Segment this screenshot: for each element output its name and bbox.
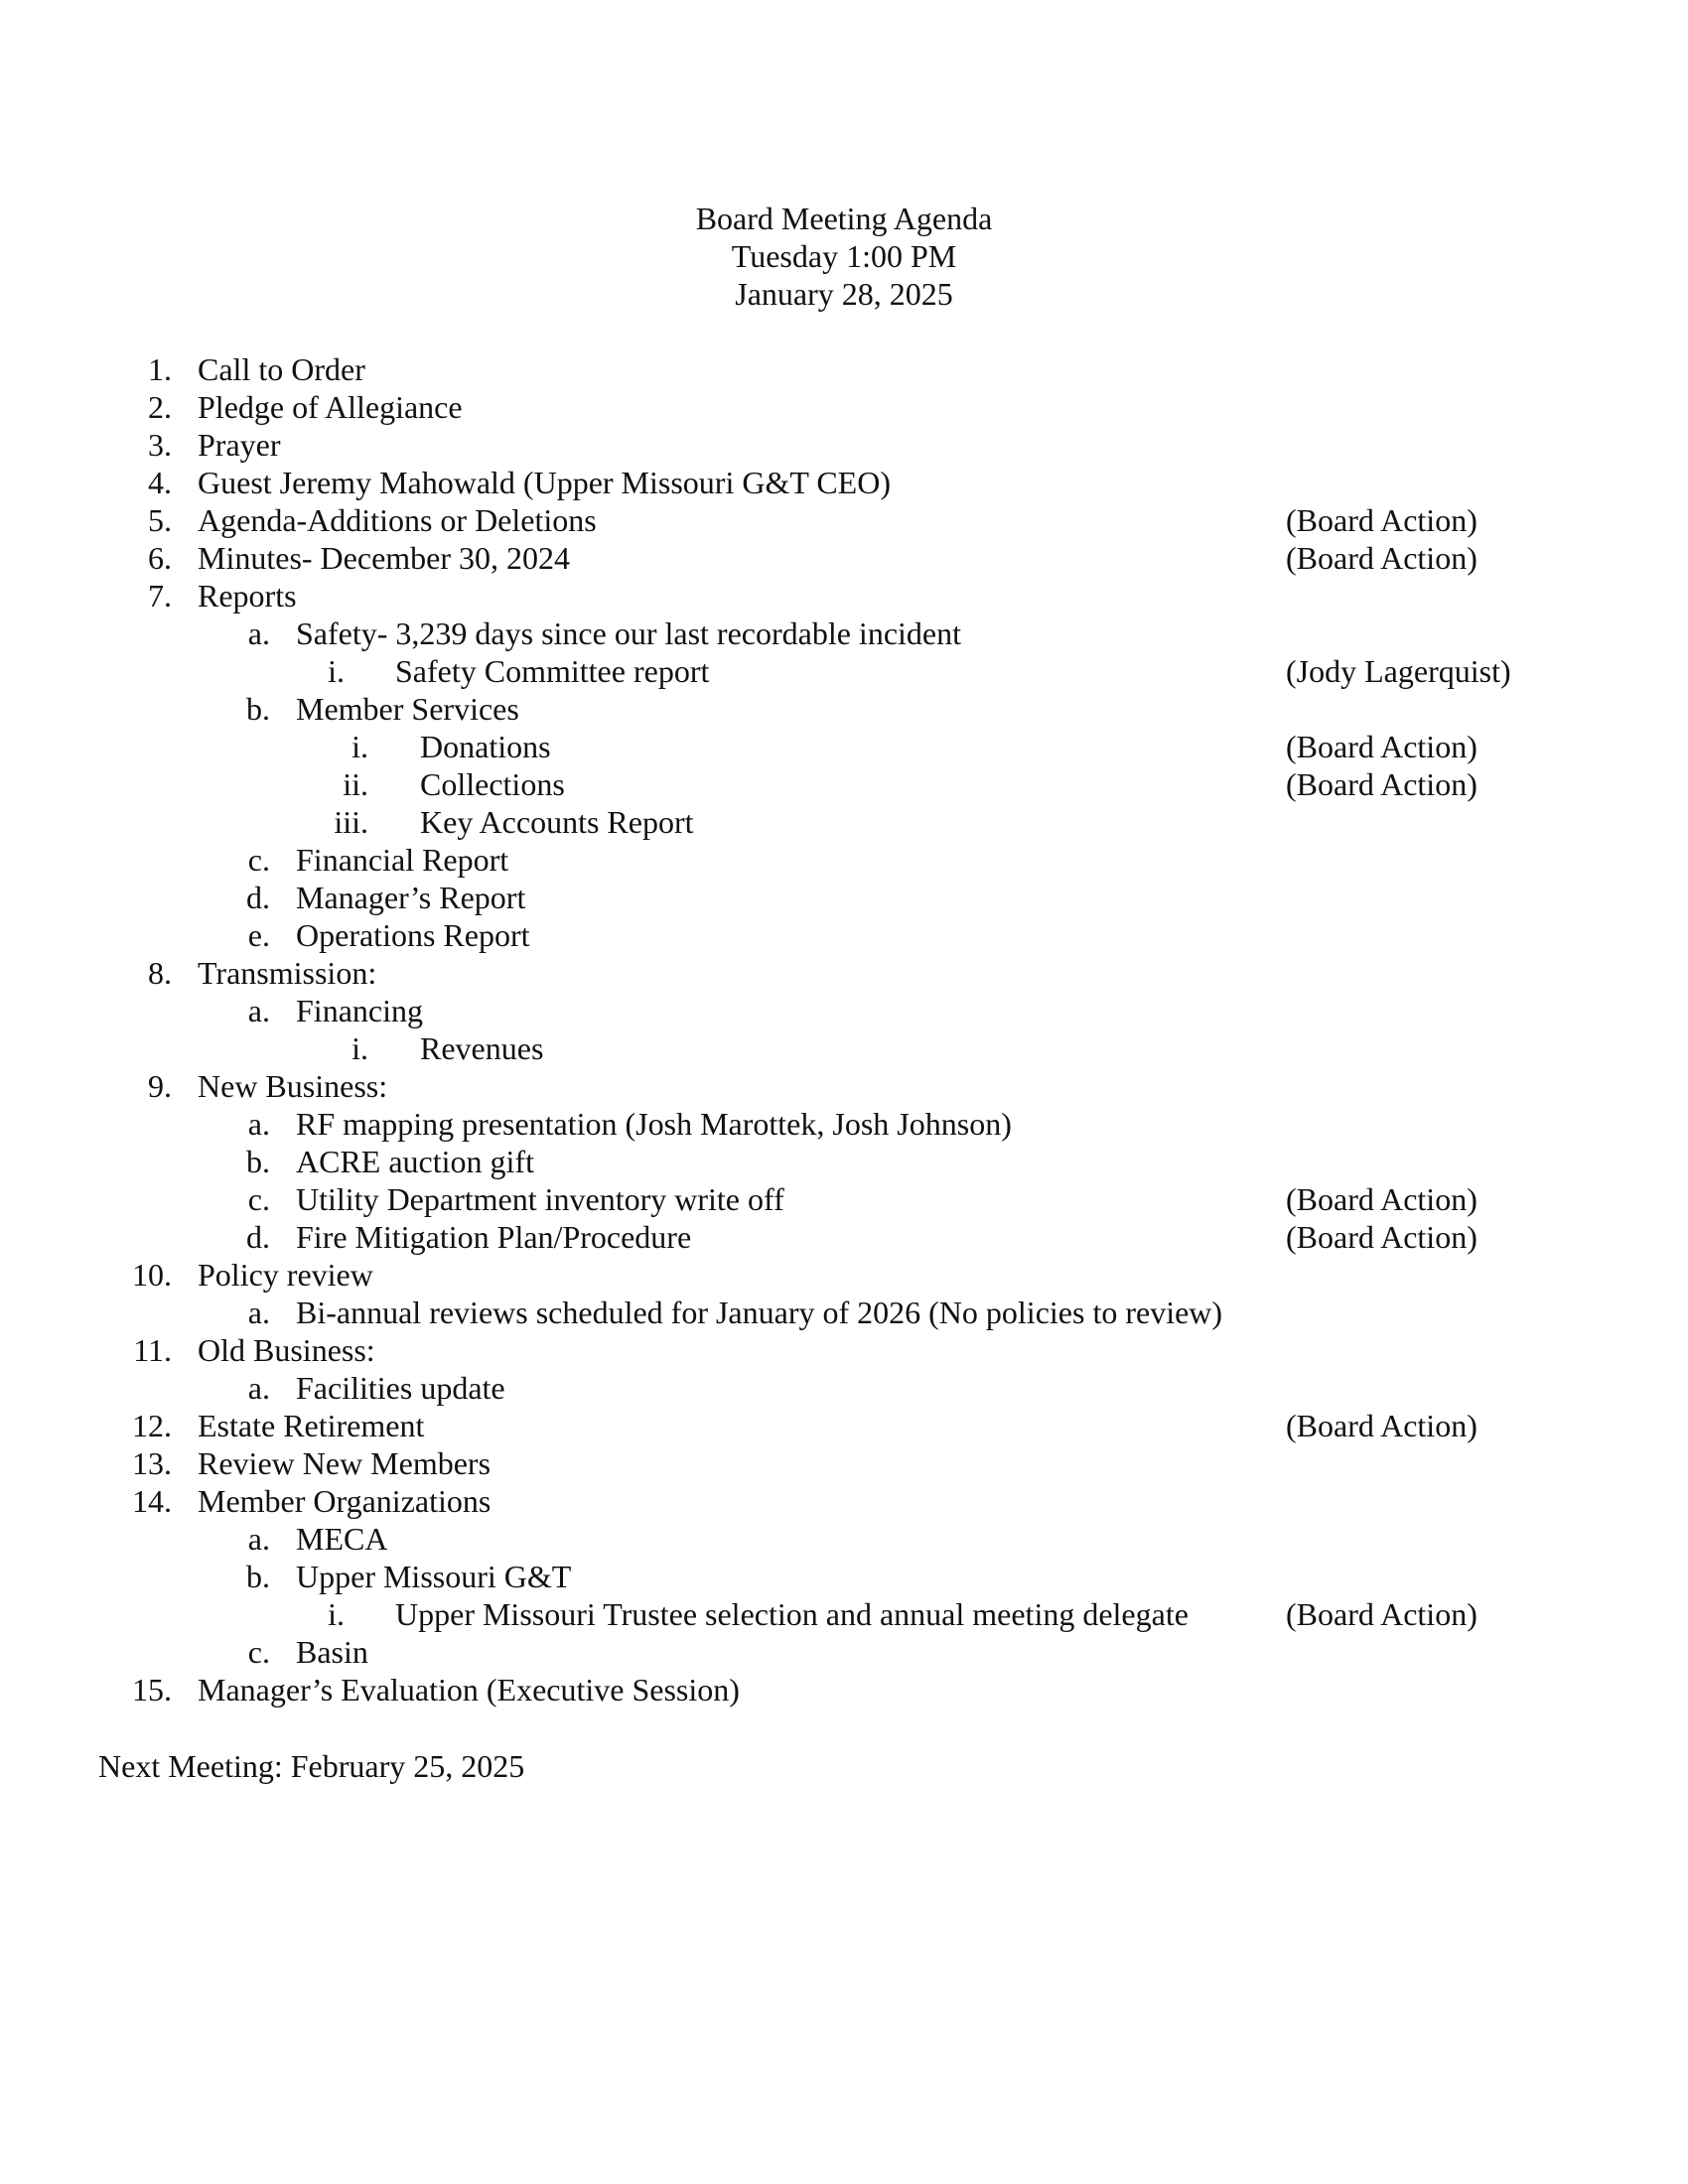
agenda-item-policy-review: Policy review [198, 1257, 373, 1293]
agenda-subitem-acre-gift: ACRE auction gift [296, 1144, 534, 1179]
agenda-subitem-managers-report: Manager’s Report [296, 880, 526, 915]
agenda-subitem-inventory-write-off: Utility Department inventory write off [296, 1181, 784, 1217]
agenda-subitem-meca: MECA [296, 1521, 388, 1557]
agenda-subitem-rf-mapping: RF mapping presentation (Josh Marottek, Josh Johnson) [296, 1106, 1012, 1142]
agenda-item-minutes: Minutes- December 30, 2024 [198, 540, 571, 576]
item-number: 4. [148, 465, 172, 500]
board-action-note: (Board Action) [1286, 1219, 1477, 1255]
agenda-subsubitem-trustee-selection: Upper Missouri Trustee selection and annual meeting delegate [395, 1596, 1189, 1632]
agenda-item-estate-retirement: Estate Retirement [198, 1408, 425, 1443]
agenda-subitem-member-services: Member Services [296, 691, 519, 727]
board-action-note: (Board Action) [1286, 502, 1477, 538]
agenda-subsubitem-key-accounts: Key Accounts Report [420, 804, 694, 840]
subitem-letter: c. [247, 1634, 270, 1670]
item-number: 14. [132, 1483, 172, 1519]
subitem-letter: a. [247, 1370, 270, 1406]
next-meeting: Next Meeting: February 25, 2025 [98, 1748, 525, 1784]
subitem-letter: e. [247, 917, 270, 953]
agenda-subitem-basin: Basin [296, 1634, 368, 1670]
agenda-item-transmission: Transmission: [198, 955, 377, 991]
agenda-item-managers-evaluation: Manager’s Evaluation (Executive Session) [198, 1672, 740, 1707]
subsubitem-numeral: i. [352, 1030, 368, 1066]
agenda-item-review-new-members: Review New Members [198, 1445, 492, 1481]
agenda-subitem-operations-report: Operations Report [296, 917, 530, 953]
agenda-item-old-business: Old Business: [198, 1332, 375, 1368]
subitem-letter: a. [247, 615, 270, 651]
meeting-date: January 28, 2025 [735, 276, 953, 312]
item-number: 10. [132, 1257, 172, 1293]
item-number: 5. [148, 502, 172, 538]
board-action-note: (Board Action) [1286, 729, 1477, 764]
agenda-subsubitem-safety-committee: Safety Committee report [395, 653, 710, 689]
item-number: 3. [148, 427, 172, 463]
agenda-subsubitem-revenues: Revenues [420, 1030, 544, 1066]
item-number: 6. [148, 540, 172, 576]
agenda-item-prayer: Prayer [198, 427, 281, 463]
item-number: 15. [132, 1672, 172, 1707]
agenda-item-reports: Reports [198, 578, 297, 614]
item-number: 12. [132, 1408, 172, 1443]
agenda-item-additions: Agenda-Additions or Deletions [198, 502, 597, 538]
board-action-note: (Board Action) [1286, 1181, 1477, 1217]
agenda-item-pledge: Pledge of Allegiance [198, 389, 463, 425]
agenda-subitem-upper-missouri: Upper Missouri G&T [296, 1559, 572, 1594]
item-number: 1. [148, 351, 172, 387]
subsubitem-numeral: i. [328, 653, 345, 689]
subitem-letter: a. [247, 1295, 270, 1330]
item-number: 2. [148, 389, 172, 425]
agenda-item-member-organizations: Member Organizations [198, 1483, 492, 1519]
subitem-letter: b. [246, 1559, 270, 1594]
subitem-letter: c. [247, 1181, 270, 1217]
item-number: 7. [148, 578, 172, 614]
agenda-item-call-to-order: Call to Order [198, 351, 365, 387]
agenda-subitem-financing: Financing [296, 993, 423, 1028]
board-action-note: (Board Action) [1286, 766, 1477, 802]
item-number: 8. [148, 955, 172, 991]
subitem-letter: b. [246, 1144, 270, 1179]
agenda-subitem-financial-report: Financial Report [296, 842, 509, 878]
subitem-letter: a. [247, 993, 270, 1028]
agenda-subitem-facilities-update: Facilities update [296, 1370, 505, 1406]
agenda-item-new-business: New Business: [198, 1068, 388, 1104]
subsubitem-numeral: ii. [343, 766, 368, 802]
agenda-subitem-fire-mitigation: Fire Mitigation Plan/Procedure [296, 1219, 692, 1255]
subitem-letter: b. [246, 691, 270, 727]
item-number: 13. [132, 1445, 172, 1481]
subitem-letter: a. [247, 1521, 270, 1557]
board-action-note: (Board Action) [1286, 540, 1477, 576]
agenda-title: Board Meeting Agenda [695, 201, 993, 236]
subsubitem-numeral: i. [328, 1596, 345, 1632]
subsubitem-numeral: i. [352, 729, 368, 764]
subsubitem-numeral: iii. [334, 804, 368, 840]
subitem-letter: c. [247, 842, 270, 878]
subitem-letter: d. [246, 880, 270, 915]
board-action-note: (Board Action) [1286, 1408, 1477, 1443]
meeting-day-time: Tuesday 1:00 PM [731, 238, 957, 274]
agenda-subitem-bi-annual-reviews: Bi-annual reviews scheduled for January of 2026 (No policies to review) [296, 1295, 1223, 1330]
item-number: 9. [148, 1068, 172, 1104]
agenda-subsubitem-donations: Donations [420, 729, 551, 764]
agenda-subsubitem-collections: Collections [420, 766, 565, 802]
subitem-letter: d. [246, 1219, 270, 1255]
item-number: 11. [133, 1332, 172, 1368]
agenda-item-guest: Guest Jeremy Mahowald (Upper Missouri G&T CEO) [198, 465, 891, 500]
agenda-subitem-safety: Safety- 3,239 days since our last recordable incident [296, 615, 961, 651]
subitem-letter: a. [247, 1106, 270, 1142]
presenter-note: (Jody Lagerquist) [1286, 653, 1511, 689]
board-action-note: (Board Action) [1286, 1596, 1477, 1632]
